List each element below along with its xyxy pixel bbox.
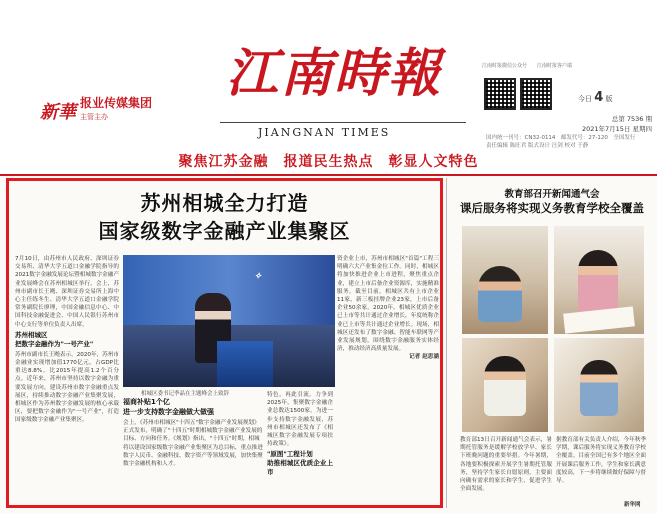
speaker-photo [123,255,335,387]
main-headline-line2: 国家级数字金融产业集聚区 [98,219,351,243]
col2-subhead: 福商补贴1个亿 进一步支持数字金融做大做强 [123,398,214,416]
student-photo-3 [462,338,548,432]
col4-body: 资企业上市，苏州市相城区"首篇"工程三明确六大产业集金位工作。同时，相城区将加快推进企业上市进程，聚焦重点企业，建立上市后备企业资源库，实施精准服务。截至目前，相城区共有上市企业11家，新三板挂牌企业23家，上市后备企业50余家。2020年，相城区优质企业已上市等共计通过企业增长，年度统称企业已上市等共计通过企业增长。现场，相城区还发布了数字金融、智能车联网等产业发展规划，围绕数字金融服务实体经济，推动经济高质量发展。 [337,256,439,353]
main-article-col1 [15,255,119,505]
slogan-rule [0,174,657,176]
photo-caption: 相城区委书记季晶在主题峰会上致辞 [141,391,230,397]
main-article-col2 [123,397,263,505]
side-headline-line2: 课后服务将实现义务教育学校全覆盖 [460,201,644,215]
student-photo-4 [554,338,644,432]
slogan-text: 聚焦江苏金融 报道民生热点 彰显人文特色 [178,154,479,170]
stage-logo-icon: ⟡ [255,271,261,281]
issue-meta [484,114,652,134]
podium [217,341,273,387]
press-group-logo [40,96,152,124]
side-article-text-left: 教育部13日召开新闻通气会表示，暑期托管服务是缓解学校放学早、家长下班晚问题的重要举措。今年暑期，各地要积极探索开展学生暑期托管服务，坚持学生家长自愿原则，主要面向确有需求的家长和学生，促进学生全面发展。 [460,437,552,493]
qr-captions: 江南时报微信公众号 江南时报客户端 [482,63,573,69]
edition-count: 今日 4 版 [578,90,613,105]
newspaper-subtitle: JIANGNAN TIMES [258,126,391,139]
newspaper-title: 江南時報 [225,43,442,104]
qr-code-app-icon [520,78,552,110]
main-article [6,178,443,508]
cn-code: 国内统一刊号：CN32-0114 邮发代号：27-120 全国发行 [486,135,636,141]
slogan-bar [0,150,657,174]
press-group-mark: 新華 [40,102,76,123]
title-rule [220,122,466,123]
side-headline-line1: 教育部召开新闻通气会 [504,189,600,200]
press-group-name: 报业传媒集团 [80,96,153,110]
editor-credits: 责任编辑 陈旺君 版式设计 汪剑 校对 于静 [486,143,589,149]
col3-body: 特色，再此引流。力争到2025年，集聚数字金融企业总数达1500家。为进一步支持数字金融发展，苏州市相城区还发布了《相城区数字金融发展专项扶持政策》。 [267,392,333,448]
col1-intro: 7月10日，由苏州市人民政府、深圳证券交易所、清华大学五道口金融学院指导的2021数字金融发展论坛暨相城数字金融产业发展峰会在苏州相城区举行。会上，苏州市副市长王飏、深圳证券交易所上海中心主任练冬生、清华大学五道口金融学院常务副院长廖理，中国金融信息中心、中国科技金融促进会、中国人民银行苏州市中心支行等单位负责人出席， [15,256,119,328]
column-divider [446,178,447,508]
col4-signature: 记者 赵思涵 [409,354,439,361]
issue-date: 2021年7月15日 星期四 [581,125,652,133]
col1-subhead: 苏州相城区 把数字金融作为"一号产业" [15,330,94,348]
col1-body: 苏州市副市长王飏表示，2020年，苏州市金融业实现增加值1770亿元，占GDP比重达8.8%，比2015年提高1.2个百分点。近年来，苏州市坚持以数字金融为重要发展方向，建设苏州市数字金融重点发展区，持续推动数字金融产业集聚发展，相城区作为苏州数字金融发展的核心承载区，要把数字金融作为"一号产业"，打造国家级数字金融产业集聚区。 [15,351,119,424]
masthead [0,0,657,150]
side-article-text-right: 据教育部有关负责人介绍，今年秋季学期，课后服务将实现义务教育学校全覆盖。目前全国已有多个地区全面开展课后服务工作，学生和家长满意度较高，下一步将继续做好保障与督导。 [556,437,646,485]
qr-code-wechat-icon [484,78,516,110]
student-photo-2 [554,226,644,334]
col3-subhead: "原图"工程计划 助推相城区优质企业上市 [267,450,333,477]
main-article-col3 [267,391,333,505]
issue-number: 总第 7536 期 [611,115,652,123]
press-group-sub: 主管主办 [80,113,108,121]
col2-body: 会上，《苏州市相城区"十四五"数字金融产业发展规划》正式发布，明确了"十四五"时期相城数字金融产业发展的目标、方向和任务。《规划》指出，"十四五"时期，相城将以建设国家级数字金融产业集聚区为总目标，重点推进数字人民币、金融科技、数字资产等领域发展，加快集聚数字金融机构和人才。 [123,420,263,468]
main-headline-line1: 苏州相城全力打造 [140,191,309,215]
side-article-signature: 新华网 [624,502,641,508]
main-article-col4 [337,255,439,505]
student-photo-1 [462,226,548,334]
side-article [452,178,652,508]
